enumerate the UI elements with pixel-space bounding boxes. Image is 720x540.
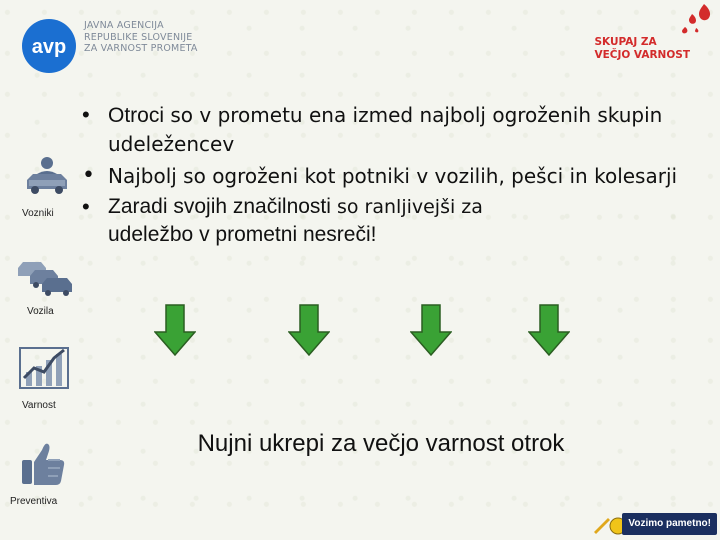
driver-car-icon (23, 152, 71, 198)
svg-text:avp: avp (31, 36, 67, 58)
campaign-line-2: VEČJO VARNOST (594, 49, 690, 61)
agency-line-3: ZA VARNOST PROMETA (84, 43, 198, 54)
down-arrow-icon (288, 304, 330, 356)
agency-name (84, 20, 198, 55)
sidebar-item-vozniki (18, 152, 78, 224)
campaign-logo (594, 0, 718, 70)
bullet-2-text: Najbolj so ogroženi kot potniki v vozilih, pešci in kolesarji (108, 164, 678, 188)
bullet-3-lead: Zaradi svojih značilnosti (108, 195, 331, 218)
bullet-3-mid: so ranljivejši za (330, 196, 483, 218)
campaign-name (594, 36, 690, 62)
bullet-1-lead: Otroci (108, 104, 165, 127)
agency-line-2: REPUBLIKE SLOVENIJE (84, 31, 193, 43)
down-arrow-icon (154, 304, 196, 356)
sidebar-label-varnost: Varnost (22, 400, 56, 411)
agency-logo-mark-icon (22, 19, 76, 73)
cars-icon (16, 254, 74, 296)
agency-line-1: JAVNA AGENCIJA (84, 20, 164, 31)
sidebar-label-vozila: Vozila (27, 306, 54, 317)
sidebar-label-vozniki: Vozniki (22, 208, 54, 219)
agency-logo (22, 14, 212, 76)
bullet-item-2 (82, 162, 702, 190)
sidebar-item-vozila (14, 254, 78, 322)
bullet-item-1 (82, 101, 702, 159)
footer-badge: Vozimo pametno! (622, 513, 717, 535)
down-arrow-icon (528, 304, 570, 356)
rising-chart-icon (18, 344, 70, 390)
bullet-3-tail: udeležbo v prometni nesreči! (108, 223, 377, 246)
sidebar-item-varnost (14, 344, 78, 414)
bullet-1-text: so v prometu ena izmed najbolj ogroženih skupin udeležencev (108, 103, 663, 156)
bullet-dot: • (82, 194, 90, 219)
sidebar-label-preventiva: Preventiva (10, 496, 58, 507)
bullet-dot: • (82, 163, 95, 188)
campaign-line-1: SKUPAJ ZA (594, 36, 657, 48)
bullet-dot: • (82, 102, 90, 127)
bullet-list (82, 101, 702, 249)
down-arrow-icon (410, 304, 452, 356)
subtitle: Nujni ukrepi za večjo varnost otrok (197, 430, 565, 457)
bullet-item-3 (82, 193, 702, 249)
